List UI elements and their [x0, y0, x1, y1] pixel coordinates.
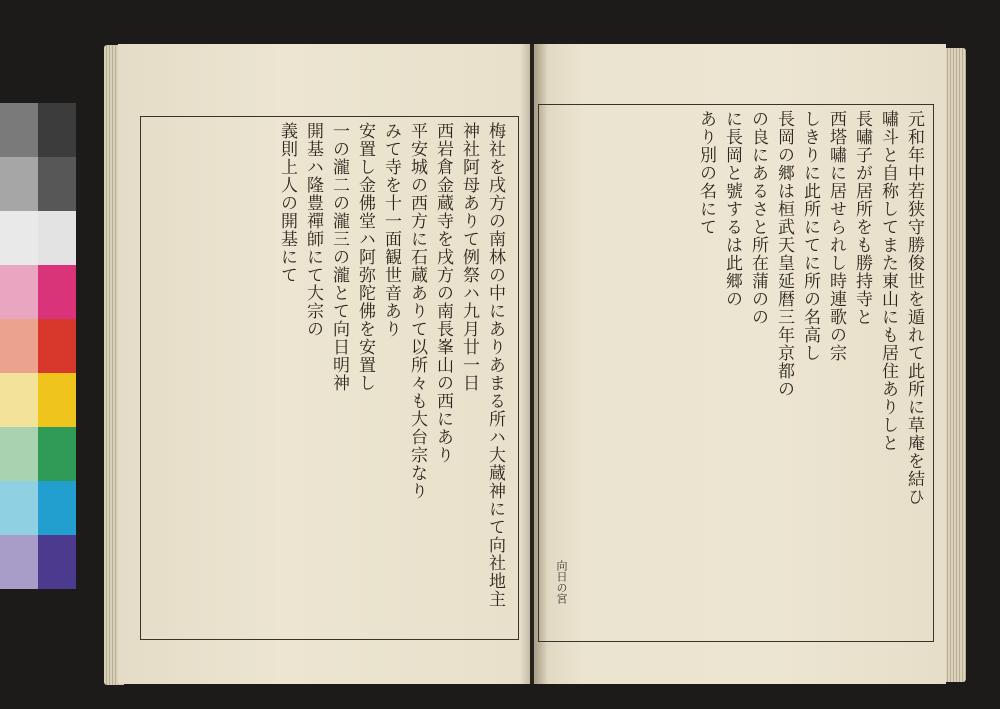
color-swatch	[38, 265, 76, 319]
color-swatch	[0, 211, 38, 265]
color-swatch	[0, 103, 38, 157]
color-swatch	[38, 103, 76, 157]
text-column: 安置し金佛堂ハ阿弥陀佛を安置し	[355, 122, 375, 392]
text-column: の良にあるさと所在蒲のの	[748, 110, 768, 326]
color-swatch	[0, 481, 38, 535]
color-swatch	[38, 157, 76, 211]
text-column: 長岡の郷は桓武天皇延暦三年京都の	[774, 110, 794, 398]
text-column: 元和年中若狭守勝俊世を遁れて此所に草庵を結ひ	[904, 110, 924, 506]
color-swatch	[38, 211, 76, 265]
color-swatch	[38, 427, 76, 481]
text-column: 嘯斗と自称してまた東山にも居住ありしと	[878, 110, 898, 452]
text-column: 平安城の西方に石蔵ありて以所々も大台宗なり	[407, 122, 427, 500]
marginal-note: 向日の宮	[555, 560, 568, 604]
color-swatch	[38, 535, 76, 589]
right-page-text	[555, 110, 927, 630]
text-column: に長岡と號するは此郷の	[722, 110, 742, 308]
color-swatch	[0, 157, 38, 211]
text-column: 一の瀧二の瀧三の瀧とて向日明神	[329, 122, 349, 392]
color-swatch	[0, 427, 38, 481]
left-page-text	[144, 122, 508, 632]
text-column: 西岩倉金蔵寺を戌方の南長峯山の西にあり	[433, 122, 453, 464]
color-swatch	[38, 481, 76, 535]
color-swatch	[38, 373, 76, 427]
text-column: みて寺を十一面観世音あり	[381, 122, 401, 338]
text-column: あり別の名にて	[696, 110, 716, 236]
text-column: 長嘯子が居所をも勝持寺と	[852, 110, 872, 326]
color-swatch	[0, 265, 38, 319]
text-column: しきりに此所にてに所の名高し	[800, 110, 820, 362]
color-swatch	[38, 319, 76, 373]
text-column: 神社阿母ありて例祭ハ九月廿一日	[459, 122, 479, 392]
text-column: 開基ハ隆豊禪師にて大宗の	[303, 122, 323, 338]
color-swatch	[0, 535, 38, 589]
color-swatch	[0, 373, 38, 427]
text-column: 梅社を戌方の南林の中にありあまる所ハ大蔵神にて向社地主	[485, 122, 505, 608]
page-stack-edge-right	[944, 48, 966, 682]
text-column: 義則上人の開基にて	[277, 122, 297, 284]
color-swatch	[0, 319, 38, 373]
text-column: 西塔嘯に居せられし時連歌の宗	[826, 110, 846, 362]
